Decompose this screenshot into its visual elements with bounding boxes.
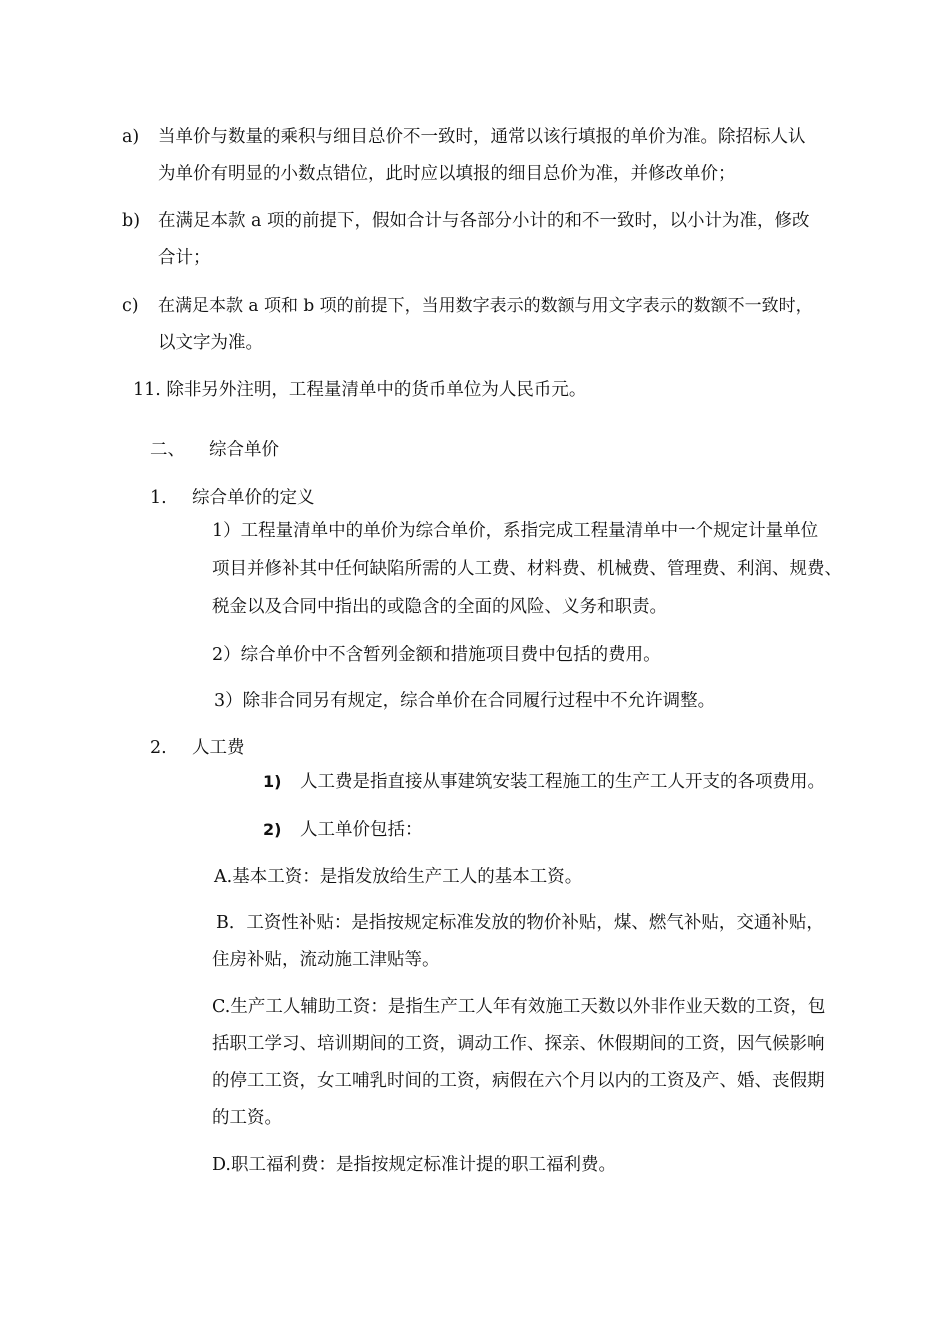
section-title: 综合单价 bbox=[209, 440, 279, 460]
sub1-p2: 2）综合单价中不含暂列金额和措施项目费中包括的费用。 bbox=[212, 645, 661, 665]
labor-item-1-text: 人工费是指直接从事建筑安装工程施工的生产工人开支的各项费用。 bbox=[300, 772, 825, 792]
labor-item-1-number: 1) bbox=[263, 772, 282, 791]
labor-C-line-4: 的工资。 bbox=[212, 1108, 282, 1128]
rule-b-marker: b) bbox=[122, 211, 141, 231]
labor-C-line-3: 的停工工资，女工哺乳时间的工资，病假在六个月以内的工资及产、婚、丧假期 bbox=[212, 1071, 825, 1091]
rule-b-line-1: 在满足本款 a 项的前提下，假如合计与各部分小计的和不一致时，以小计为准，修改 bbox=[158, 211, 810, 231]
labor-C-line-1: C.生产工人辅助工资：是指生产工人年有效施工天数以外非作业天数的工资，包 bbox=[212, 997, 826, 1017]
sub1-p3: 3）除非合同另有规定，综合单价在合同履行过程中不允许调整。 bbox=[214, 691, 716, 711]
subsection-1-number: 1. bbox=[150, 488, 167, 508]
rule-a-marker: a) bbox=[122, 127, 140, 147]
labor-A: A.基本工资：是指发放给生产工人的基本工资。 bbox=[214, 867, 583, 887]
rule-b-line-2: 合计； bbox=[158, 248, 211, 268]
rule-c-line-1: 在满足本款 a 项和 b 项的前提下，当用数字表示的数额与用文字表示的数额不一致时， bbox=[158, 296, 813, 316]
subsection-2-title: 人工费 bbox=[192, 738, 245, 758]
sub1-p1-line-3: 税金以及合同中指出的或隐含的全面的风险、义务和职责。 bbox=[212, 597, 667, 617]
labor-B-line-1: B．工资性补贴：是指按规定标准发放的物价补贴，煤、燃气补贴，交通补贴， bbox=[216, 913, 824, 933]
rule-a-line-1: 当单价与数量的乘积与细目总价不一致时，通常以该行填报的单价为准。除招标人认 bbox=[158, 127, 806, 147]
labor-item-2-text: 人工单价包括： bbox=[300, 820, 423, 840]
subsection-1-title: 综合单价的定义 bbox=[192, 488, 315, 508]
item-11: 11. 除非另外注明，工程量清单中的货币单位为人民币元。 bbox=[133, 380, 587, 400]
labor-B-line-2: 住房补贴，流动施工津贴等。 bbox=[212, 950, 440, 970]
subsection-2-number: 2. bbox=[150, 738, 167, 758]
rule-c-line-2: 以文字为准。 bbox=[158, 333, 263, 353]
rule-c-marker: c) bbox=[122, 296, 139, 316]
labor-item-2-number: 2) bbox=[263, 820, 282, 839]
section-number: 二、 bbox=[150, 440, 185, 460]
sub1-p1-line-1: 1）工程量清单中的单价为综合单价，系指完成工程量清单中一个规定计量单位 bbox=[212, 521, 819, 541]
rule-a-line-2: 为单价有明显的小数点错位，此时应以填报的细目总价为准，并修改单价； bbox=[158, 164, 736, 184]
labor-C-line-2: 括职工学习、培训期间的工资，调动工作、探亲、休假期间的工资，因气候影响 bbox=[212, 1034, 825, 1054]
labor-D: D.职工福利费：是指按规定标准计提的职工福利费。 bbox=[212, 1155, 616, 1175]
sub1-p1-line-2: 项目并修补其中任何缺陷所需的人工费、材料费、机械费、管理费、利润、规费、 bbox=[212, 559, 842, 579]
